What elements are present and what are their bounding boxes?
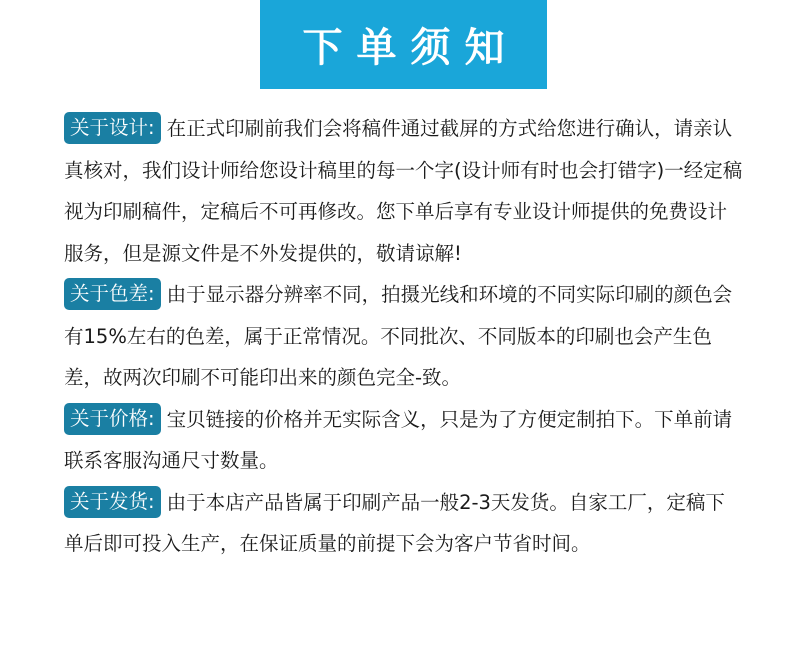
notice-content — [64, 108, 744, 565]
section-label-price: 关于价格: — [64, 403, 161, 435]
title-banner — [260, 0, 547, 89]
section-text-color: 由于显示器分辨率不同，拍摄光线和环境的不同实际印刷的颜色会有15%左右的色差，属于正常情况。不同批次、不同版本的印刷也会产生色差，故两次印刷不可能印出来的颜色完全-致。 — [64, 283, 733, 389]
page-title: 下单须知 — [302, 25, 519, 71]
section-text-design: 在正式印刷前我们会将稿件通过截屏的方式给您进行确认，请亲认真核对，我们设计师给您设计稿里的每一个字(设计师有时也会打错字)一经定稿视为印刷稿件，定稿后不可再修改。您下单后享有专业设计师提供的免费设计服务，但是源文件是不外发提供的，敬请谅解! — [64, 117, 743, 265]
section-price — [64, 399, 744, 482]
section-text-price: 宝贝链接的价格并无实际含义，只是为了方便定制拍下。下单前请联系客服沟通尺寸数量。 — [64, 407, 733, 472]
section-text-shipping: 由于本店产品皆属于印刷产品一般2-3天发货。自家工厂，定稿下单后即可投入生产，在保证质量的前提下会为客户节省时间。 — [64, 490, 725, 555]
section-label-color: 关于色差: — [64, 278, 161, 310]
section-label-shipping: 关于发货: — [64, 486, 161, 518]
section-shipping — [64, 482, 744, 565]
section-label-design: 关于设计: — [64, 112, 161, 144]
section-color — [64, 274, 744, 399]
section-design — [64, 108, 744, 274]
